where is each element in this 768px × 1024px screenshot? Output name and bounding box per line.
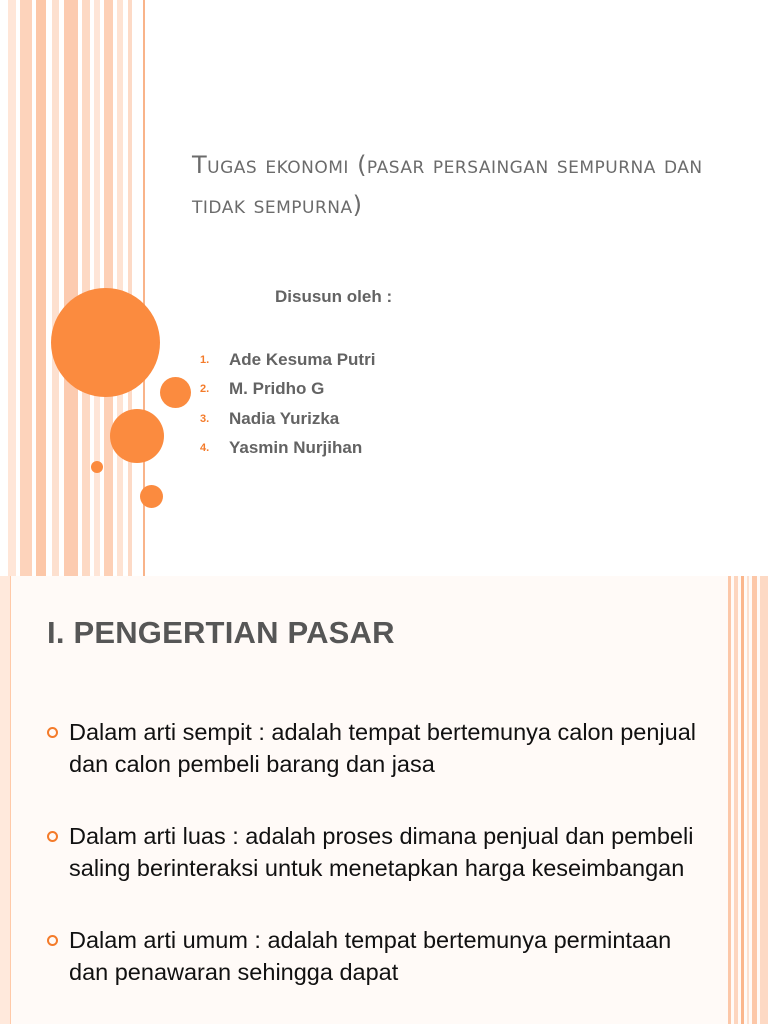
decorative-circle-dot	[91, 461, 103, 473]
bullet-ring-icon	[47, 831, 58, 842]
slide-title: Tugas ekonomi (pasar persaingan sempurna dan tidak sempurna)	[192, 151, 703, 219]
list-item	[200, 375, 375, 405]
decorative-circle-large	[51, 288, 160, 397]
list-item	[200, 404, 375, 434]
decorative-stripes-right	[728, 576, 768, 1024]
author-name: M. Pridho G	[229, 379, 325, 399]
list-number: 4.	[200, 442, 210, 455]
decorative-band-left	[0, 576, 10, 1024]
decorative-circle-small	[160, 377, 191, 408]
decorative-circle-small-2	[140, 485, 163, 508]
list-number: 3.	[200, 412, 210, 425]
bullet-ring-icon	[47, 935, 58, 946]
byline-label: Disusun oleh :	[275, 287, 393, 306]
list-number: 2.	[200, 383, 210, 396]
author-name: Ade Kesuma Putri	[229, 349, 376, 369]
decorative-stripes-left	[0, 0, 150, 576]
author-name: Yasmin Nurjihan	[229, 438, 363, 458]
author-list	[200, 345, 375, 463]
list-number: 1.	[200, 353, 210, 366]
list-item	[47, 924, 707, 988]
bullet-text: Dalam arti umum : adalah tempat bertemunya permintaan dan penawaran sehingga dapat	[69, 927, 672, 985]
slide-heading: I. PENGERTIAN PASAR	[47, 615, 395, 650]
list-item	[47, 820, 707, 884]
list-item	[47, 716, 707, 780]
bullet-text: Dalam arti sempit : adalah tempat bertemunya calon penjual dan calon pembeli barang dan jasa	[69, 719, 697, 777]
decorative-circle-medium	[110, 409, 164, 463]
list-item	[200, 434, 375, 464]
content-slide	[0, 576, 768, 1024]
bullet-text: Dalam arti luas : adalah proses dimana penjual dan pembeli saling berinteraksi untuk menetapkan harga keseimbangan	[69, 823, 694, 881]
bullet-list	[47, 716, 707, 988]
author-name: Nadia Yurizka	[229, 408, 340, 428]
list-item	[200, 345, 375, 375]
decorative-line-left	[10, 576, 11, 1024]
bullet-ring-icon	[47, 727, 58, 738]
